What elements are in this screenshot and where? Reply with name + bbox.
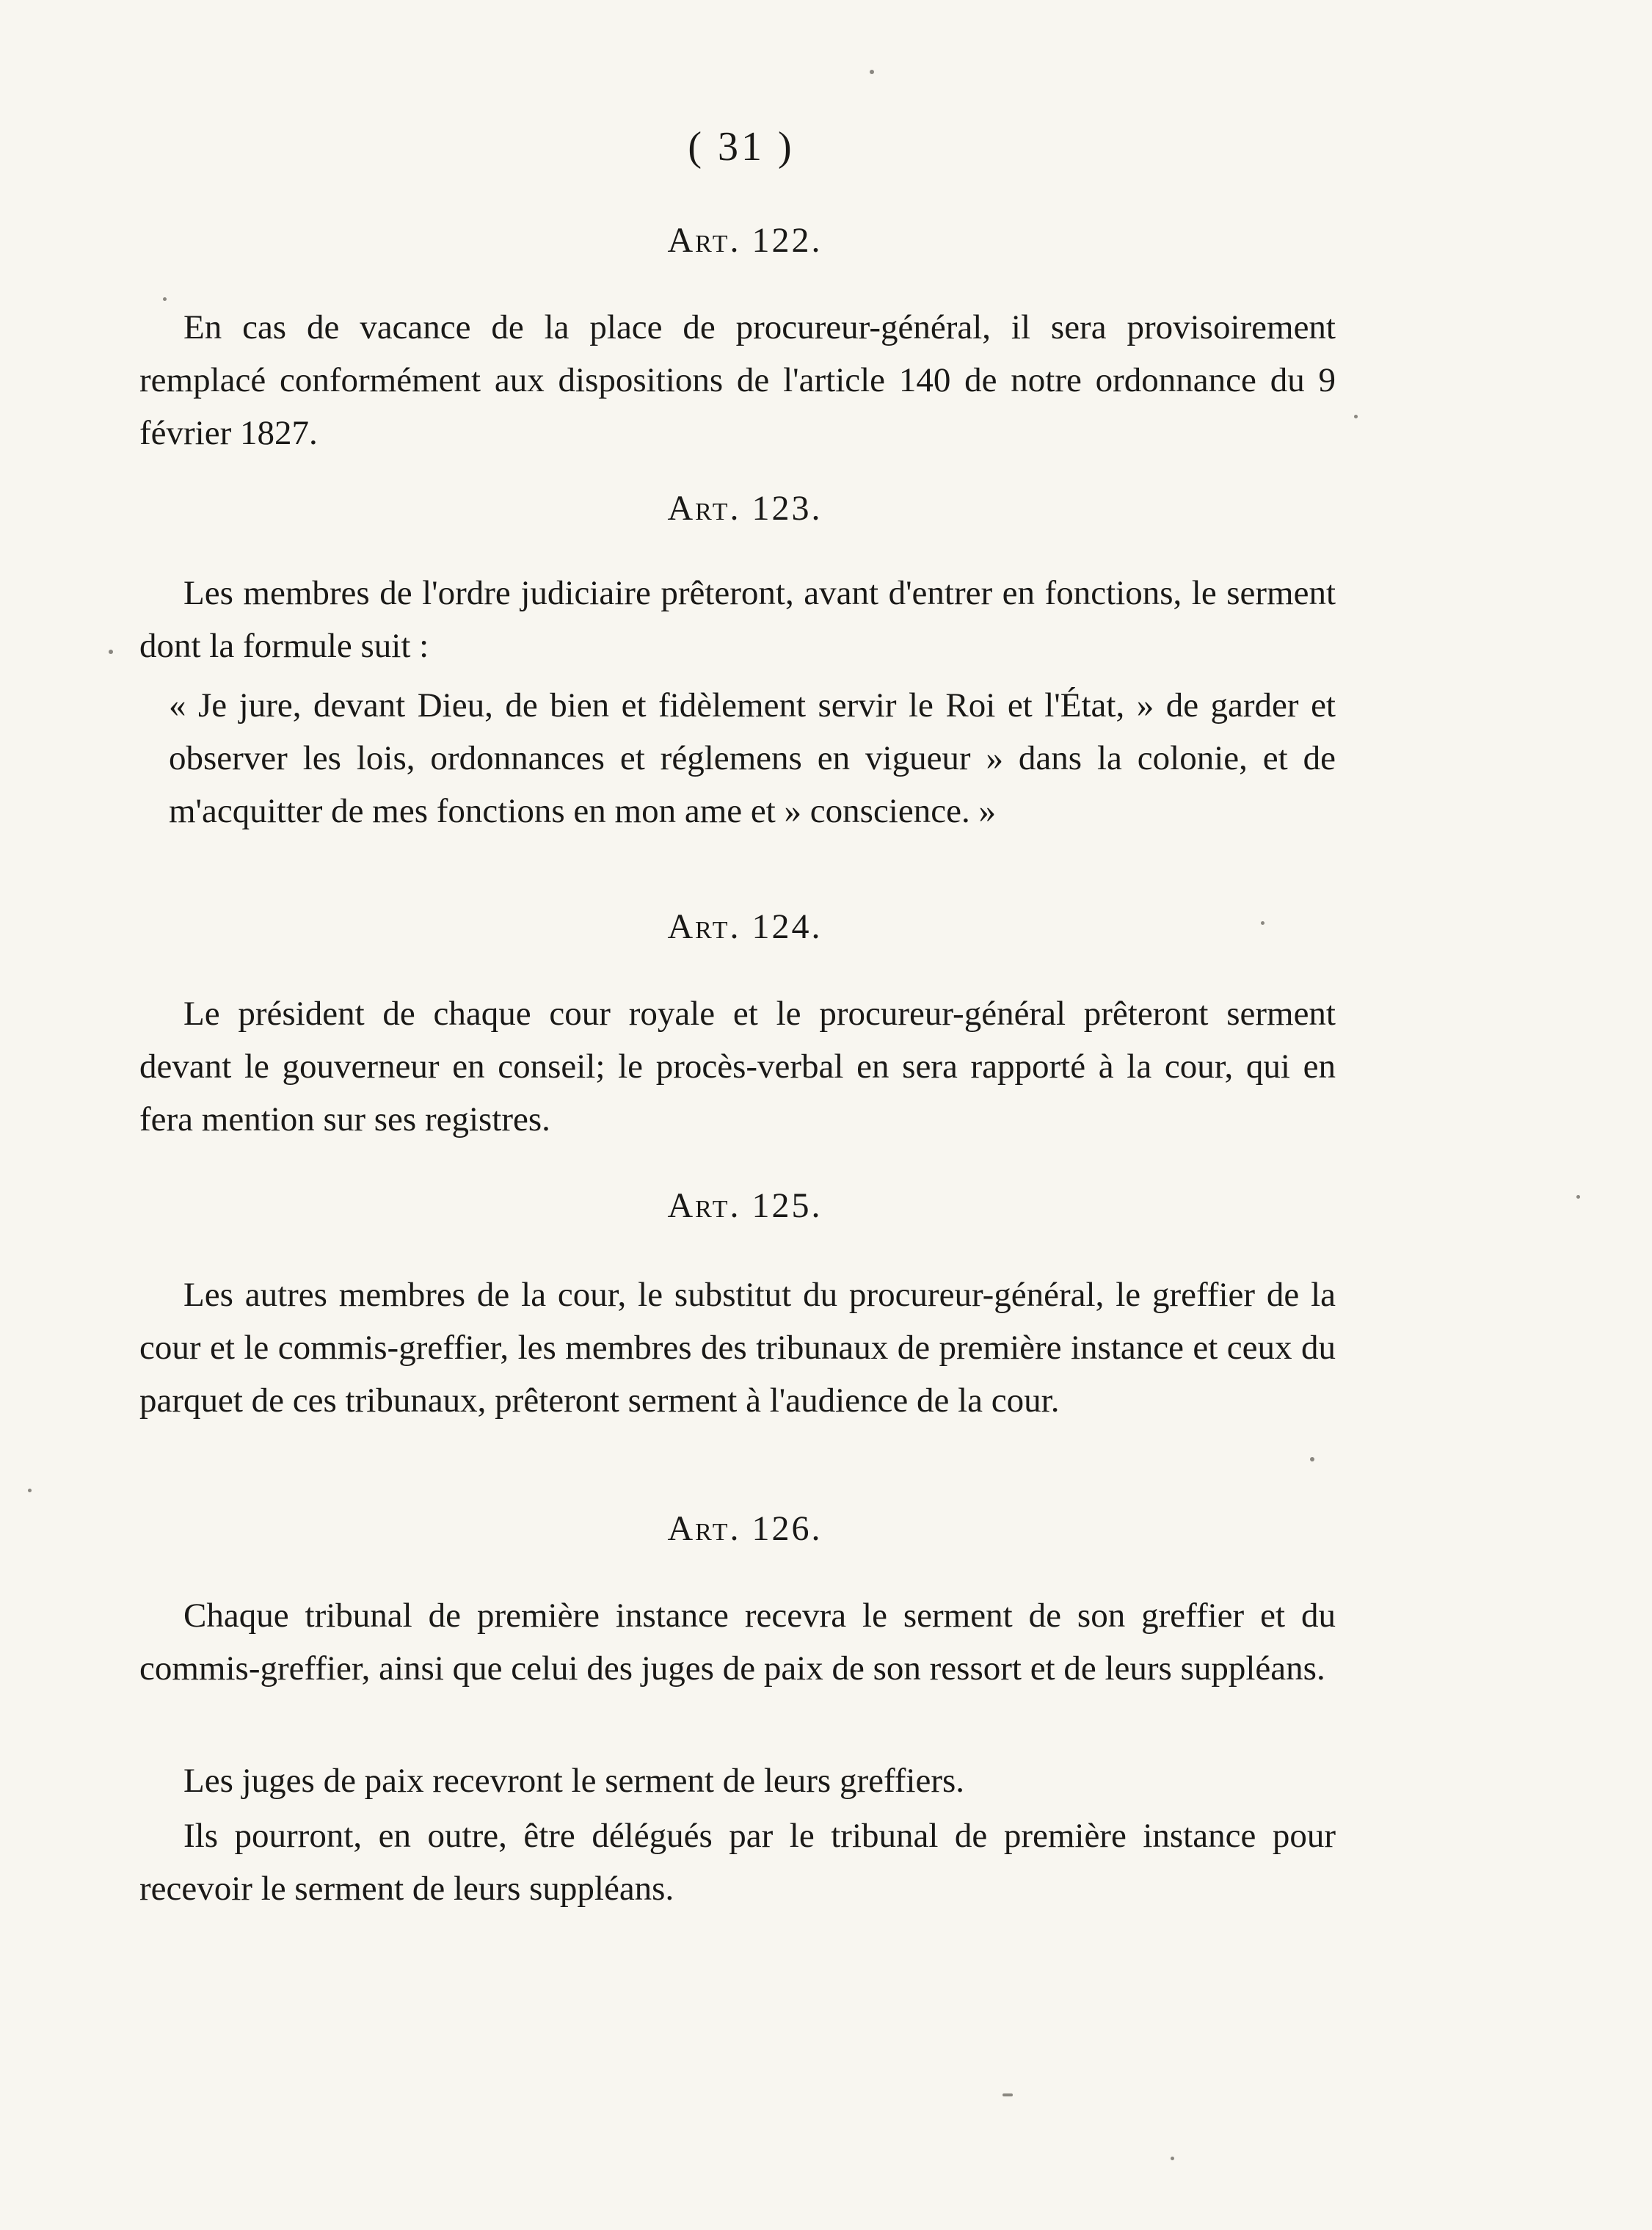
article-heading-124: Art. 124. bbox=[667, 907, 823, 946]
article-heading-123: Art. 123. bbox=[667, 489, 823, 528]
paper-speck bbox=[163, 297, 167, 301]
paper-speck bbox=[1576, 1195, 1580, 1199]
article-126-paragraph-3: Ils pourront, en outre, être délégués par le tribunal de première instance pour recevoir le serment de leurs suppléans. bbox=[139, 1817, 1336, 1908]
article-126-paragraph-1: Chaque tribunal de première instance recevra le serment de son greffier et du commis-greffier, ainsi que celui des juges de paix de son ressort et de leurs suppléans. bbox=[139, 1597, 1336, 1688]
article-heading-126: Art. 126. bbox=[667, 1509, 823, 1548]
article-heading-122: Art. 122. bbox=[667, 221, 823, 260]
paper-speck bbox=[870, 70, 874, 74]
paper-speck bbox=[28, 1489, 32, 1492]
article-124-paragraph: Le président de chaque cour royale et le procureur-général prêteront serment devant le gouverneur en conseil; le procès-verbal en sera rapporté à la cour, qui en fera mention sur ses registres. bbox=[139, 995, 1336, 1138]
paper-speck bbox=[109, 650, 113, 654]
article-heading-125: Art. 125. bbox=[667, 1186, 823, 1225]
article-126-paragraph-2: Les juges de paix recevront le serment de leurs greffiers. bbox=[183, 1762, 965, 1800]
article-123-oath-formula: « Je jure, devant Dieu, de bien et fidèlement servir le Roi et l'État, » de garder et observer les lois, ordonnances et réglemens en vigueur » dans la colonie, et de m'acquitter de mes fonctions en mon ame et » conscience. » bbox=[169, 686, 1336, 830]
paper-speck bbox=[1003, 2093, 1013, 2096]
paper-speck bbox=[1171, 2157, 1174, 2160]
article-123-paragraph: Les membres de l'ordre judiciaire prêteront, avant d'entrer en fonctions, le serment dont la formule suit : bbox=[139, 574, 1336, 665]
article-122-paragraph: En cas de vacance de la place de procureur-général, il sera provisoirement remplacé conformément aux dispositions de l'article 140 de notre ordonnance du 9 février 1827. bbox=[139, 308, 1336, 452]
paper-speck bbox=[1354, 415, 1358, 418]
paper-speck bbox=[1261, 921, 1265, 925]
paper-speck bbox=[1310, 1457, 1314, 1461]
article-125-paragraph: Les autres membres de la cour, le substitut du procureur-général, le greffier de la cour et le commis-greffier, les membres des tribunaux de première instance et ceux du parquet de ces tribunaux, prêteront serment à l'audience de la cour. bbox=[139, 1276, 1336, 1420]
page-number: ( 31 ) bbox=[688, 124, 795, 170]
